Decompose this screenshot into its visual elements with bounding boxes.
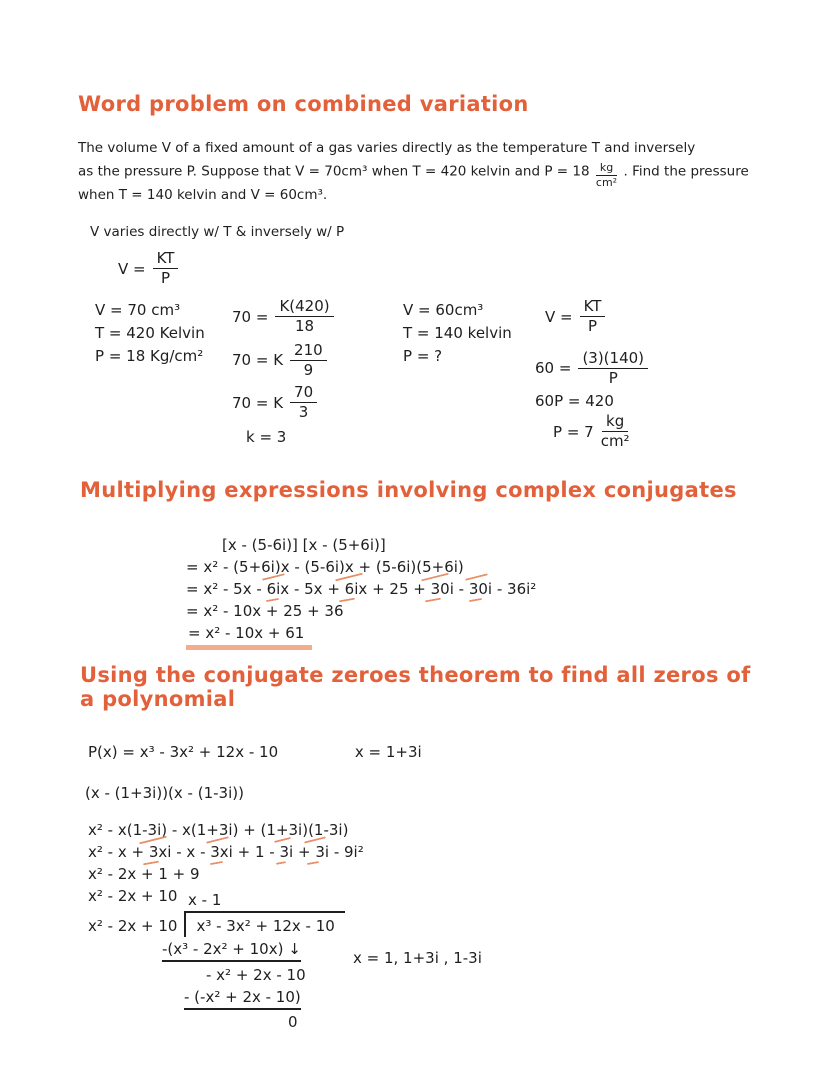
solve-k-step3-fraction: $\frac{70}{3}$ xyxy=(290,384,317,422)
section1-heading: Word problem on combined variation xyxy=(78,92,529,116)
solve-k-steps xyxy=(232,298,336,447)
cancelled-term-plus3i: + 3i xyxy=(297,843,330,861)
solve-k-step1-fraction: $\frac{K(420)}{18}$ xyxy=(275,298,333,336)
given2-volume: V = 60cm³ xyxy=(403,301,484,319)
division-quotient: x - 1 xyxy=(188,891,222,909)
quadratic-result: x² - 2x + 10 xyxy=(88,887,178,905)
division-dividend: x³ - 3x² + 12x - 10 xyxy=(184,911,344,937)
conjugate-product-line: [x - (5-6i)] [x - (5+6i)] xyxy=(222,536,386,554)
solve-p-step3: 60P = 420 xyxy=(535,392,614,410)
pressure-unit-fraction: $\frac{kg}{\text{cm²}}$ xyxy=(595,161,618,190)
division-remainder: 0 xyxy=(288,1013,298,1031)
cancelled-term-minus3xi: - 3xi xyxy=(200,843,233,861)
expansion-line2: x² - x + 3xi - x - 3xi + 1 - 3i + 3i - 9i² xyxy=(88,843,364,861)
given2-temperature: T = 140 kelvin xyxy=(403,324,512,342)
conjugate-final-answer: = x² - 10x + 61 xyxy=(186,623,312,650)
problem-statement-line1: The volume V of a fixed amount of a gas varies directly as the temperature T and inversely xyxy=(78,140,696,156)
long-division xyxy=(88,890,345,1032)
given1-pressure: P = 18 Kg/cm² xyxy=(95,347,204,365)
model-formula: V = $\frac{KT}{P}$ xyxy=(118,250,180,288)
conjugate-foil-line: = x² - 5x - 6ix - 5x + 6ix + 25 + 30i - 30i - 36i² xyxy=(186,580,537,598)
problem-statement-line2: as the pressure P. Suppose that V = 70cm³ when T = 420 kelvin and P = 18 $\frac{kg}{\text{cm²}}$ . Find the pressure xyxy=(78,161,749,190)
cancelled-term-minus6ix: - 6ix xyxy=(256,580,290,598)
problem-statement-line3: when T = 140 kelvin and V = 60cm³. xyxy=(78,187,328,204)
model-formula-fraction: $\frac{KT}{P}$ xyxy=(153,250,179,288)
section3-heading-line1: Using the conjugate zeroes theorem to find all zeros of xyxy=(80,663,751,687)
polynomial-line xyxy=(88,742,422,762)
solve-p-step2-fraction: $\frac{(3)(140)}{P}$ xyxy=(578,350,648,388)
conjugate-expand-line: = x² - (5+6i)x - (5-6i)x + (5-6i)(5+6i) xyxy=(186,558,464,576)
solve-p-step1-fraction: $\frac{KT}{P}$ xyxy=(580,298,606,336)
given2-pressure: P = ? xyxy=(403,347,443,365)
division-step3: - (-x² + 2x - 10) xyxy=(184,987,301,1010)
cancelled-term-minus3i: - 3i xyxy=(269,843,294,861)
given-zero: x = 1+3i xyxy=(354,743,422,761)
given-values-2 xyxy=(403,300,512,369)
cancelled-term-plus30i: + 30i xyxy=(413,580,454,598)
cancelled-term-plus3xi: + 3xi xyxy=(131,843,172,861)
cancelled-term-plus6ix: + 6ix xyxy=(327,580,368,598)
expansion-line1: x² - x(1-3i) - x(1+3i) + (1+3i)(1-3i) xyxy=(88,821,349,839)
solve-p-result-fraction: $\frac{kg}{\text{cm²}}$ xyxy=(600,412,630,451)
solve-k-step3: 70 = K $\frac{70}{3}$ xyxy=(232,384,336,422)
section2-heading: Multiplying expressions involving complex conjugates xyxy=(80,478,737,502)
factor-product: (x - (1+3i))(x - (1-3i)) xyxy=(85,784,244,802)
polynomial-definition: P(x) = x³ - 3x² + 12x - 10 xyxy=(88,743,279,761)
variation-note: V varies directly w/ T & inversely w/ P xyxy=(90,224,345,240)
zeros-answer: x = 1, 1+3i , 1-3i xyxy=(353,949,482,967)
section3-heading-line2: a polynomial xyxy=(80,687,236,711)
solve-k-result: k = 3 xyxy=(246,427,287,446)
section3-heading xyxy=(80,663,780,711)
given-values-1 xyxy=(95,300,205,369)
solve-p-steps xyxy=(535,297,650,451)
solve-k-step1: 70 = $\frac{K(420)}{18}$ xyxy=(232,298,336,336)
solve-p-result: P = 7 $\frac{kg}{\text{cm²}}$ xyxy=(553,412,630,451)
solve-p-step2: 60 = $\frac{(3)(140)}{P}$ xyxy=(535,350,650,388)
given1-temperature: T = 420 Kelvin xyxy=(95,324,205,342)
solve-p-step1: V = $\frac{KT}{P}$ xyxy=(545,298,650,336)
expansion-line3: x² - 2x + 1 + 9 xyxy=(88,865,200,883)
conjugate-work xyxy=(186,535,536,650)
cancelled-term-minus30i: - 30i xyxy=(458,580,493,598)
division-setup xyxy=(88,911,345,937)
division-step2: - x² + 2x - 10 xyxy=(206,966,306,984)
problem-statement xyxy=(78,138,778,205)
conjugate-simplify-line: = x² - 10x + 25 + 36 xyxy=(186,602,344,620)
solve-k-step2-fraction: $\frac{210}{9}$ xyxy=(290,342,327,380)
division-divisor: x² - 2x + 10 xyxy=(88,917,178,935)
solve-k-step2: 70 = K $\frac{210}{9}$ xyxy=(232,342,336,380)
given1-volume: V = 70 cm³ xyxy=(95,301,181,319)
division-step1: -(x³ - 2x² + 10x) ↓ xyxy=(162,939,301,962)
